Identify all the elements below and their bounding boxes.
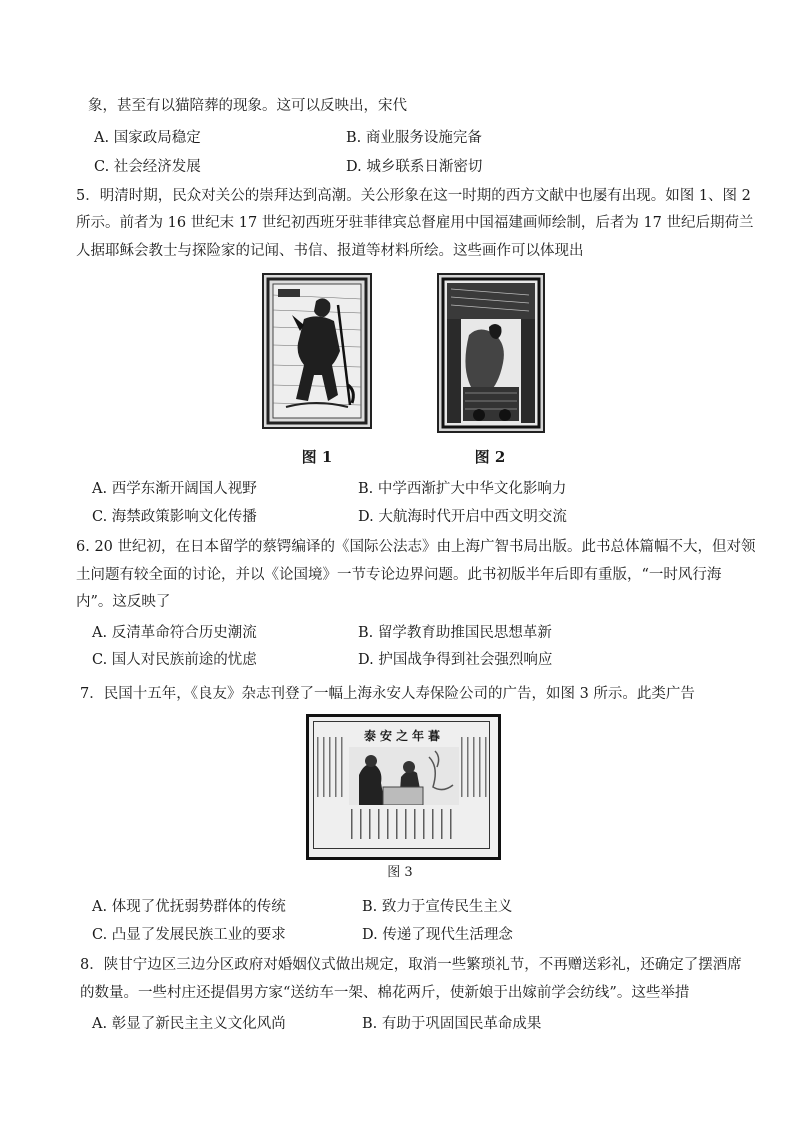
q7-option-c: C. 凸显了发展民族工业的要求 — [92, 927, 286, 943]
q4-option-c: C. 社会经济发展 — [94, 159, 201, 175]
ad-text-right — [461, 737, 489, 797]
q8-option-a: A. 彰显了新民主主义文化风尚 — [92, 1016, 286, 1032]
q6-stem-line-1: 6. 20 世纪初，在日本留学的蔡锷编译的《国际公法志》由上海广智书局出版。此书总体篇幅不大，但对领 — [76, 539, 756, 555]
q7-option-d: D. 传递了现代生活理念 — [362, 927, 513, 943]
q7-option-a: A. 体现了优抚弱势群体的传统 — [92, 899, 286, 915]
q5-option-b: B. 中学西渐扩大中华文化影响力 — [358, 481, 567, 497]
figure-3-caption: 图 3 — [387, 865, 413, 880]
figure-3-image — [306, 714, 501, 860]
q6-option-c: C. 国人对民族前途的忧虑 — [92, 652, 257, 668]
figure-2-caption: 图 2 — [474, 448, 506, 466]
q5-option-d: D. 大航海时代开启中西文明交流 — [358, 509, 567, 525]
q8-stem-line-1: 8．陕甘宁边区三边分区政府对婚姻仪式做出规定，取消一些繁琐礼节，不再赠送彩礼，还确定了摆酒席 — [80, 957, 742, 973]
q5-option-a: A. 西学东渐开阔国人视野 — [92, 481, 257, 497]
q8-stem-line-2: 的数量。一些村庄还提倡男方家“送纺车一架、棉花两斤，使新娘于出嫁前学会纺线”。这些举措 — [80, 985, 690, 1001]
q6-option-b: B. 留学教育助推国民思想革新 — [358, 625, 552, 641]
q7-stem: 7．民国十五年，《良友》杂志刊登了一幅上海永安人寿保险公司的广告，如图 3 所示。此类广告 — [80, 686, 695, 702]
q6-stem-line-3: 内”。这反映了 — [76, 594, 171, 610]
q4-stem-tail: 象，甚至有以猫陪葬的现象。这可以反映出，宋代 — [88, 98, 407, 114]
figure-1-image — [262, 273, 372, 429]
guan-gong-woodcut-icon — [264, 275, 370, 427]
q4-option-d: D. 城乡联系日渐密切 — [346, 159, 483, 175]
ad-title: 泰安之年暮 — [363, 729, 444, 743]
q4-option-b: B. 商业服务设施完备 — [346, 130, 482, 146]
q5-option-c: C. 海禁政策影响文化传播 — [92, 509, 257, 525]
q5-stem-line-2: 所示。前者为 16 世纪末 17 世纪初西班牙驻菲律宾总督雇用中国福建画师绘制，后者为 17 世纪后期荷兰 — [76, 215, 754, 231]
elderly-couple-illustration-icon — [349, 747, 459, 805]
q6-option-a: A. 反清革命符合历史潮流 — [92, 625, 257, 641]
figure-1-caption: 图 1 — [301, 448, 333, 466]
q7-option-b: B. 致力于宣传民生主义 — [362, 899, 513, 915]
figure-2-image — [437, 273, 545, 433]
q8-option-b: B. 有助于巩固国民革命成果 — [362, 1016, 542, 1032]
q5-stem-line-1: 5．明清时期，民众对关公的崇拜达到高潮。关公形象在这一时期的西方文献中也屡有出现。如图 1、图 2 — [76, 188, 751, 204]
ad-text-bottom — [351, 809, 457, 839]
q6-option-d: D. 护国战争得到社会强烈响应 — [358, 652, 553, 668]
dutch-engraving-icon — [439, 275, 543, 431]
q6-stem-line-2: 土问题有较全面的讨论，并以《论国境》一节专论边界问题。此书初版半年后即有重版，“一时风行海 — [76, 567, 722, 583]
q4-option-a: A. 国家政局稳定 — [94, 130, 201, 146]
q5-stem-line-3: 人据耶稣会教士与探险家的记闻、书信、报道等材料所绘。这些画作可以体现出 — [76, 243, 584, 259]
ad-text-left — [317, 737, 345, 797]
